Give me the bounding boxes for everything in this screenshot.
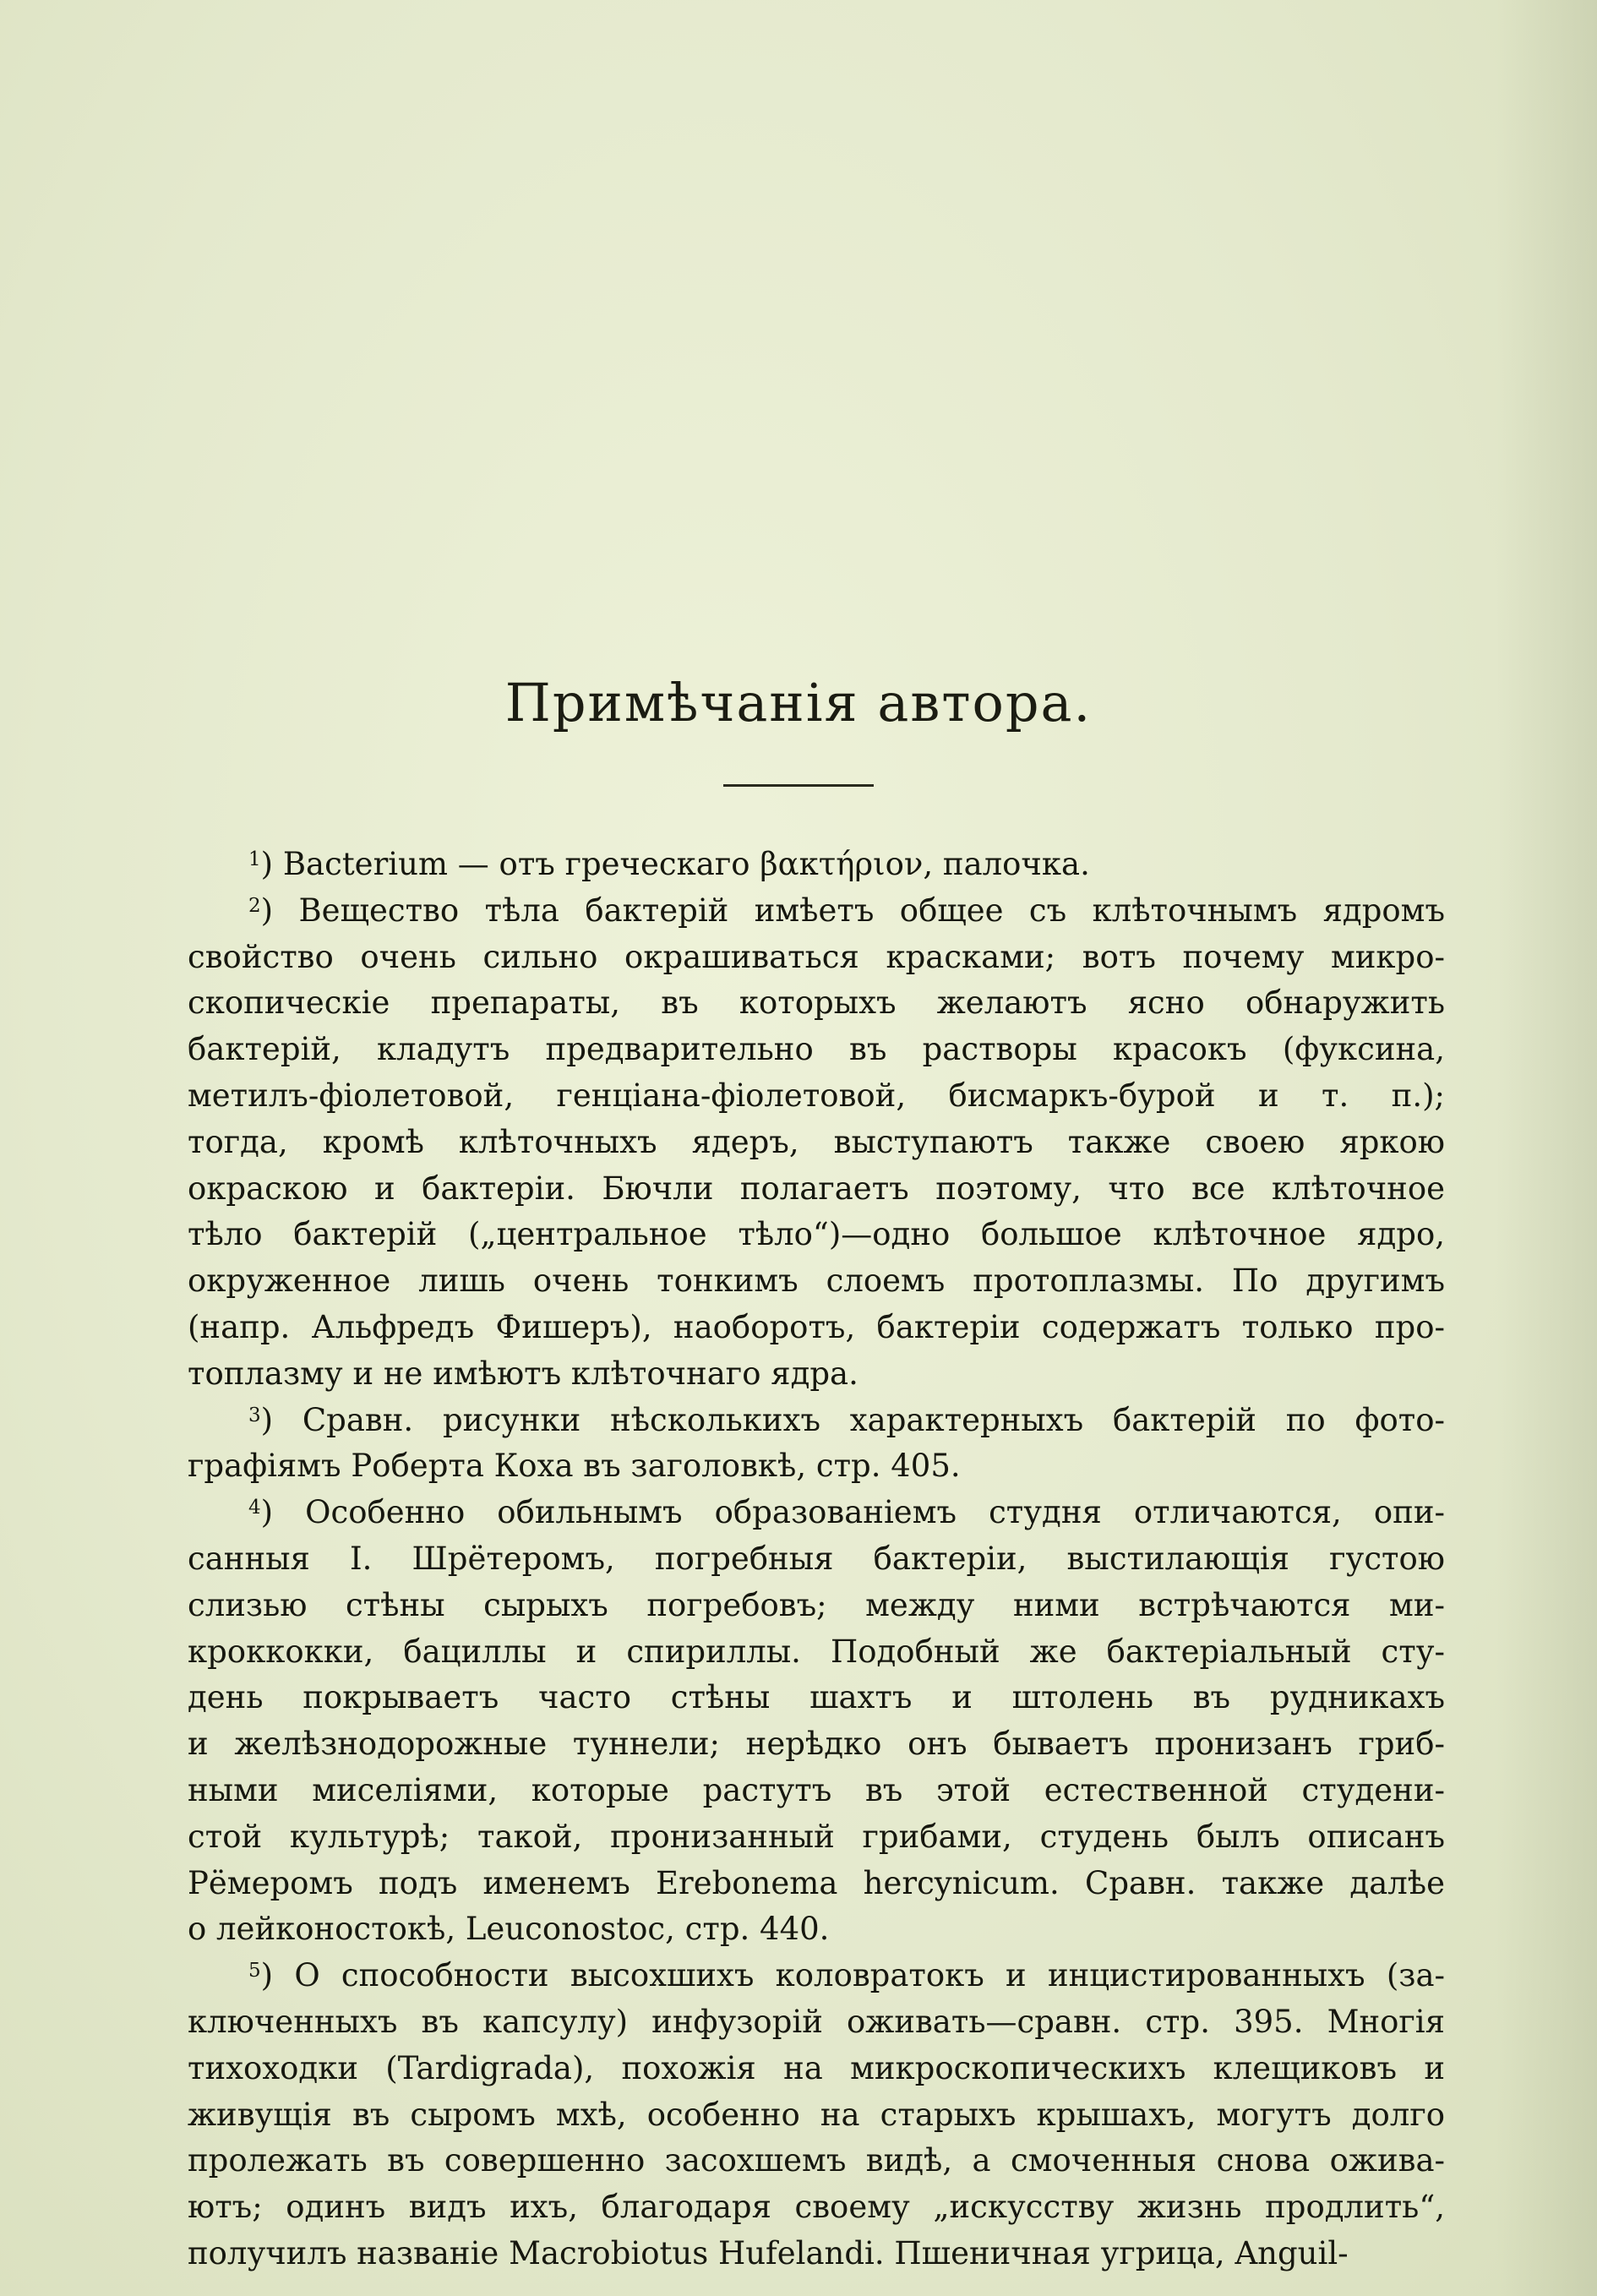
footnote-text: скопическіе препараты, въ которыхъ желаютъ ясно обнаружить — [188, 984, 1445, 1022]
footnote-line — [188, 1258, 1445, 1305]
footnote-text: ными миceліями, которые растутъ въ этой естественной студени- — [188, 1771, 1445, 1808]
footnote-text: тѣло бактерій („центральное тѣло“)—одно большое клѣточное ядро, — [188, 1216, 1445, 1253]
footnote-line — [188, 1027, 1445, 1073]
footnote-start-line — [188, 842, 1445, 888]
footnotes-body — [188, 842, 1445, 2277]
footnote-line — [188, 1675, 1445, 1721]
footnote-line — [188, 1351, 1445, 1398]
footnote-text: окруженное лишь очень тонкимъ слоемъ протоплазмы. По другимъ — [188, 1263, 1445, 1300]
footnote-number: 4 — [248, 1497, 261, 1519]
page-title: Примѣчанія автора. — [504, 672, 1093, 734]
footnote-text: слизью стѣны сырыхъ погребовъ; между ними встрѣчаются ми- — [188, 1586, 1445, 1623]
footnote-line — [188, 1536, 1445, 1583]
footnote-line — [188, 1212, 1445, 1258]
footnote-number: 2 — [248, 894, 261, 917]
footnote-line — [188, 2231, 1445, 2277]
footnote-line — [188, 1305, 1445, 1351]
footnote-line — [188, 935, 1445, 981]
footnote-text: тихоходки (Tardigrada), похожія на микроскопическихъ клещиковъ и — [188, 2049, 1445, 2086]
footnote-line — [188, 1721, 1445, 1768]
footnote-paren: ) — [260, 1494, 306, 1531]
footnote-text: ютъ; одинъ видъ ихъ, благодаря своему „искусству жизнь продлить“, — [188, 2189, 1445, 2226]
footnote-line — [188, 1768, 1445, 1814]
footnote-text: день покрываетъ часто стѣны шахтъ и штолень въ рудникахъ — [188, 1679, 1445, 1716]
footnote-line — [188, 1166, 1445, 1213]
footnote-text: Особенно обильнымъ образованіемъ студня отличаются, опи- — [305, 1494, 1445, 1531]
footnote-start-line — [188, 1490, 1445, 1536]
footnote-number: 1 — [248, 848, 261, 870]
footnote-number: 3 — [248, 1404, 261, 1426]
footnote-text: стой культурѣ; такой, пронизанный грибами, студень былъ описанъ — [188, 1818, 1445, 1855]
footnote-line — [188, 1814, 1445, 1861]
footnote-line — [188, 1629, 1445, 1676]
footnote-line — [188, 1583, 1445, 1629]
footnote-line — [188, 2138, 1445, 2184]
footnote-text: бактерій, кладутъ предварительно въ растворы красокъ (фуксина, — [188, 1031, 1445, 1068]
footnote-line — [188, 1906, 1445, 1953]
footnote-start-line — [188, 1953, 1445, 1999]
footnote-line — [188, 1999, 1445, 2046]
footnote-start-line — [188, 1398, 1445, 1444]
footnote-text: свойство очень сильно окрашиваться красками; вотъ почему микро- — [188, 938, 1445, 975]
footnote-line — [188, 2092, 1445, 2139]
footnote-text: Bacterium — отъ греческаго βακτήριον, палочка. — [282, 846, 1090, 882]
footnote-text: Рёмеромъ подъ именемъ Erebonema hercynicum. Сравн. также далѣе — [188, 1864, 1445, 1901]
footnote-text: О способности высохшихъ коловратокъ и инцистированныхъ (за- — [294, 1957, 1445, 1994]
footnote-line — [188, 1861, 1445, 1907]
footnote-start-line — [188, 888, 1445, 935]
footnote-text: окраскою и бактеріи. Бючли полагаетъ поэтому, что все клѣточное — [188, 1170, 1445, 1207]
footnote-text: графіямъ Роберта Коха въ заголовкѣ, стр. 405. — [188, 1448, 961, 1485]
footnote-text: Сравн. рисунки нѣсколькихъ характерныхъ бактерій по фото- — [302, 1401, 1445, 1438]
footnote-text: получилъ названіе Macrobiotus Hufelandi. Пшеничная угрица, Anguil- — [188, 2234, 1349, 2271]
footnote-paren: ) — [260, 846, 283, 882]
footnote-text: Вещество тѣла бактерій имѣетъ общее съ клѣточнымъ ядромъ — [298, 892, 1445, 929]
footnote-line — [188, 2046, 1445, 2092]
footnote-line — [188, 1443, 1445, 1490]
footnote-text: метилъ-фіолетовой, генціана-фіолетовой, бисмаркъ-бурой и т. п.); — [188, 1077, 1445, 1114]
footnote-line — [188, 1120, 1445, 1166]
footnote-text: топлазму и не имѣютъ клѣточнаго ядра. — [188, 1355, 858, 1392]
footnote-text: о лейконостокѣ, Leuconostoc, стр. 440. — [188, 1911, 830, 1948]
footnote-text: живущія въ сыромъ мхѣ, особенно на старыхъ крышахъ, могутъ долго — [188, 2096, 1445, 2133]
page-edge-shadow — [1496, 0, 1597, 2296]
footnote-text: пролежать въ совершенно засохшемъ видѣ, а смоченныя снова ожива- — [188, 2142, 1445, 2179]
footnote-line — [188, 1073, 1445, 1120]
footnote-line — [188, 980, 1445, 1027]
footnote-line — [188, 2184, 1445, 2231]
footnote-text: (напр. Альфредъ Фишеръ), наоборотъ, бактеріи содержатъ только про- — [188, 1308, 1445, 1345]
footnote-text: тогда, кромѣ клѣточныхъ ядеръ, выступаютъ также своею яркою — [188, 1123, 1445, 1160]
title-divider — [723, 784, 874, 787]
footnote-paren: ) — [260, 1957, 295, 1994]
footnote-paren: ) — [260, 1401, 303, 1438]
footnote-number: 5 — [248, 1960, 261, 1982]
footnote-text: ключенныхъ въ капсулу) инфузорій оживать—сравн. стр. 395. Многія — [188, 2003, 1445, 2040]
footnote-text: санныя I. Шрётеромъ, погребныя бактеріи, выстилающія густою — [188, 1540, 1445, 1577]
footnote-text: и желѣзнодорожные туннели; нерѣдко онъ бываетъ пронизанъ гриб- — [188, 1726, 1445, 1763]
footnote-text: кроккокки, бациллы и спириллы. Подобный же бактеріальный сту- — [188, 1633, 1445, 1670]
footnote-paren: ) — [260, 892, 299, 929]
